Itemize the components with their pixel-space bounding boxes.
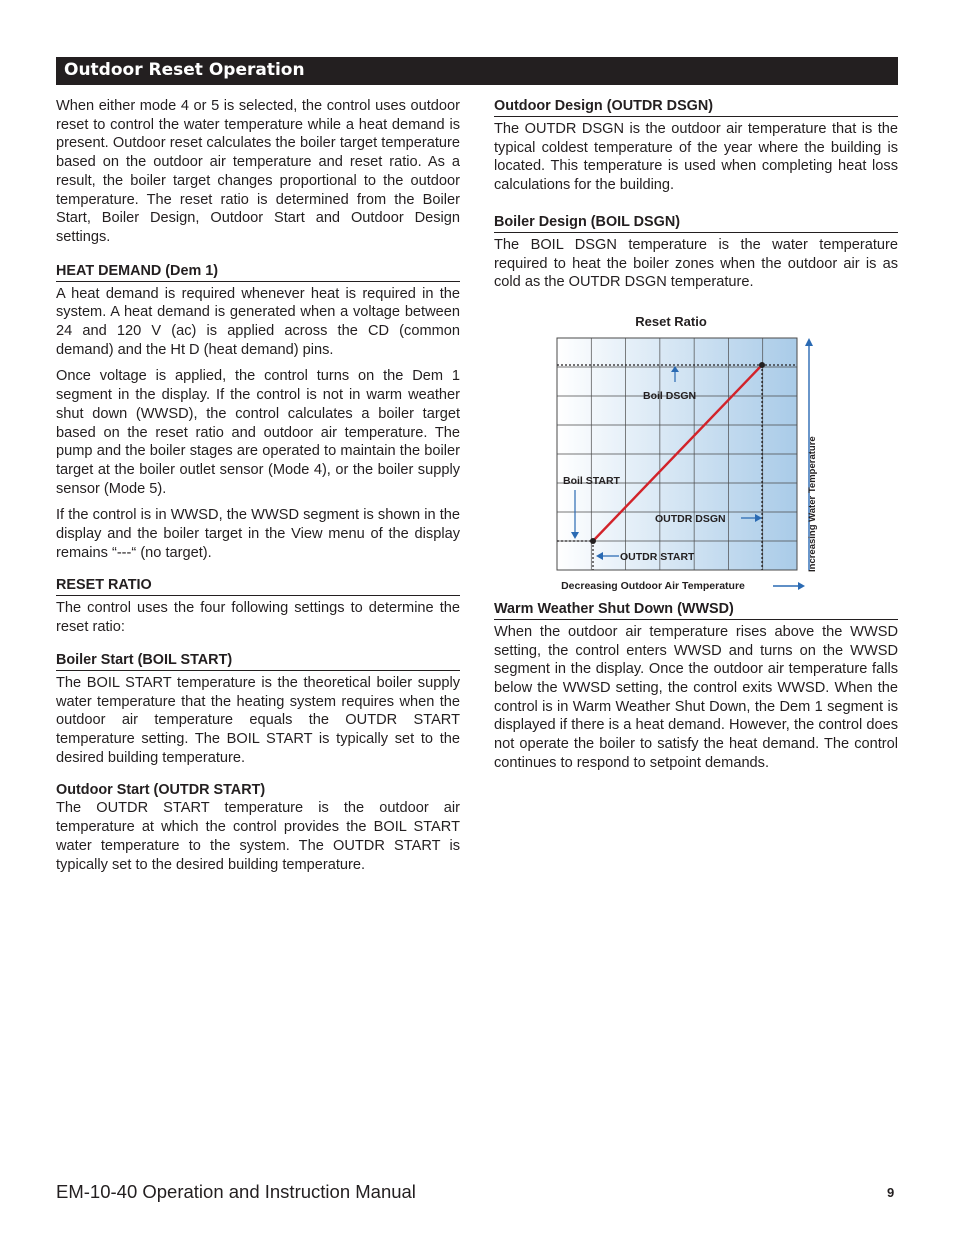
reset-ratio-chart-svg — [545, 308, 845, 598]
y-axis-label: Increasing Water Temperature — [807, 436, 818, 572]
x-axis-arrow — [773, 582, 805, 590]
outdr-start-label: OUTDR START — [620, 551, 695, 563]
boil-start-label: Boil START — [563, 475, 620, 487]
boil-start-paragraph: The BOIL START temperature is the theoretical boiler supply water temperature that the heating system requires when the outdoor air temperature equals the OUTDR START temperature setting. The BOIL START is typically set to the desired building temperature. — [56, 674, 460, 766]
x-axis-label: Decreasing Outdoor Air Temperature — [561, 580, 745, 592]
boil-start-heading: Boiler Start (BOIL START) — [56, 651, 460, 671]
boil-dsgn-label: Boil DSGN — [643, 390, 697, 402]
outdr-dsgn-heading: Outdoor Design (OUTDR DSGN) — [494, 97, 898, 117]
footer-page-number: 9 — [887, 1185, 895, 1200]
section-title: Outdoor Reset Operation — [64, 60, 305, 80]
start-point — [590, 538, 596, 544]
wwsd-heading: Warm Weather Shut Down (WWSD) — [494, 600, 898, 620]
heat-demand-paragraph-3: If the control is in WWSD, the WWSD segment is shown in the display and the boiler target in the View menu of the display remains “---“ (no target). — [56, 507, 460, 561]
reset-ratio-paragraph: The control uses the four following settings to determine the reset ratio: — [56, 600, 460, 636]
intro-paragraph: When either mode 4 or 5 is selected, the control uses outdoor reset to control the water temperature while a heat demand is present. Outdoor reset calculates the boiler target temperature based on the outdoor air temperature and reset ratio. As a result, the boiler target changes proportional to the outdoor temperature. The reset ratio is determined from the Boiler Start, Boiler Design, Outdoor Start and Outdoor Design settings. — [56, 98, 460, 245]
heat-demand-paragraph-1: A heat demand is required whenever heat is required in the system. A heat demand is generated when a voltage between 24 and 120 V (ac) is applied across the CD (common demand) and the Ht D (heat demand) pins. — [56, 285, 460, 358]
boil-dsgn-paragraph: The BOIL DSGN temperature is the water temperature required to heat the boiler zones when the outdoor air is as cold as the OUTDR DSGN temperature. — [494, 236, 898, 291]
heat-demand-paragraph-2: Once voltage is applied, the control turns on the Dem 1 segment in the display. If the control is not in warm weather shut down (WWSD), the control calculates a boiler target based on the reset ratio and outdoor air temperature. The pump and the boiler stages are operated to maintain the boiler target at the boiler outlet sensor (Mode 4), or the boiler supply sensor (Mode 5). — [56, 368, 460, 497]
chart-title: Reset Ratio — [635, 314, 707, 329]
reset-ratio-heading: RESET RATIO — [56, 576, 460, 596]
design-point — [759, 362, 765, 368]
section-title-bar — [56, 57, 898, 85]
boil-dsgn-heading: Boiler Design (BOIL DSGN) — [494, 213, 898, 233]
footer-manual-title: EM-10-40 Operation and Instruction Manual — [56, 1181, 416, 1202]
heat-demand-heading: HEAT DEMAND (Dem 1) — [56, 262, 460, 282]
reset-ratio-chart — [545, 308, 845, 598]
outdr-start-paragraph: The OUTDR START temperature is the outdoor air temperature at which the control provides the BOIL START water temperature to the system. The OUTDR START is typically set to the desired building temperature. — [56, 800, 460, 873]
outdr-dsgn-paragraph: The OUTDR DSGN is the outdoor air temperature that is the typical coldest temperature of the year where the building is located. This temperature is used when completing heat loss calculations for the building. — [494, 121, 898, 194]
outdr-dsgn-label: OUTDR DSGN — [655, 513, 726, 525]
wwsd-paragraph: When the outdoor air temperature rises above the WWSD setting, the control enters WWSD and turns on the WWSD segment in the display. Once the outdoor air temperature falls below the WWSD setting, the control exits WWSD. When the control is in Warm Weather Shut Down, the Dem 1 segment is displayed if there is a heat demand. However, the control does not operate the boiler to satisfy the heat demand. The control continues to respond to setpoint demands. — [494, 623, 898, 771]
outdr-start-heading: Outdoor Start (OUTDR START) — [56, 782, 266, 799]
left-column — [56, 97, 460, 882]
